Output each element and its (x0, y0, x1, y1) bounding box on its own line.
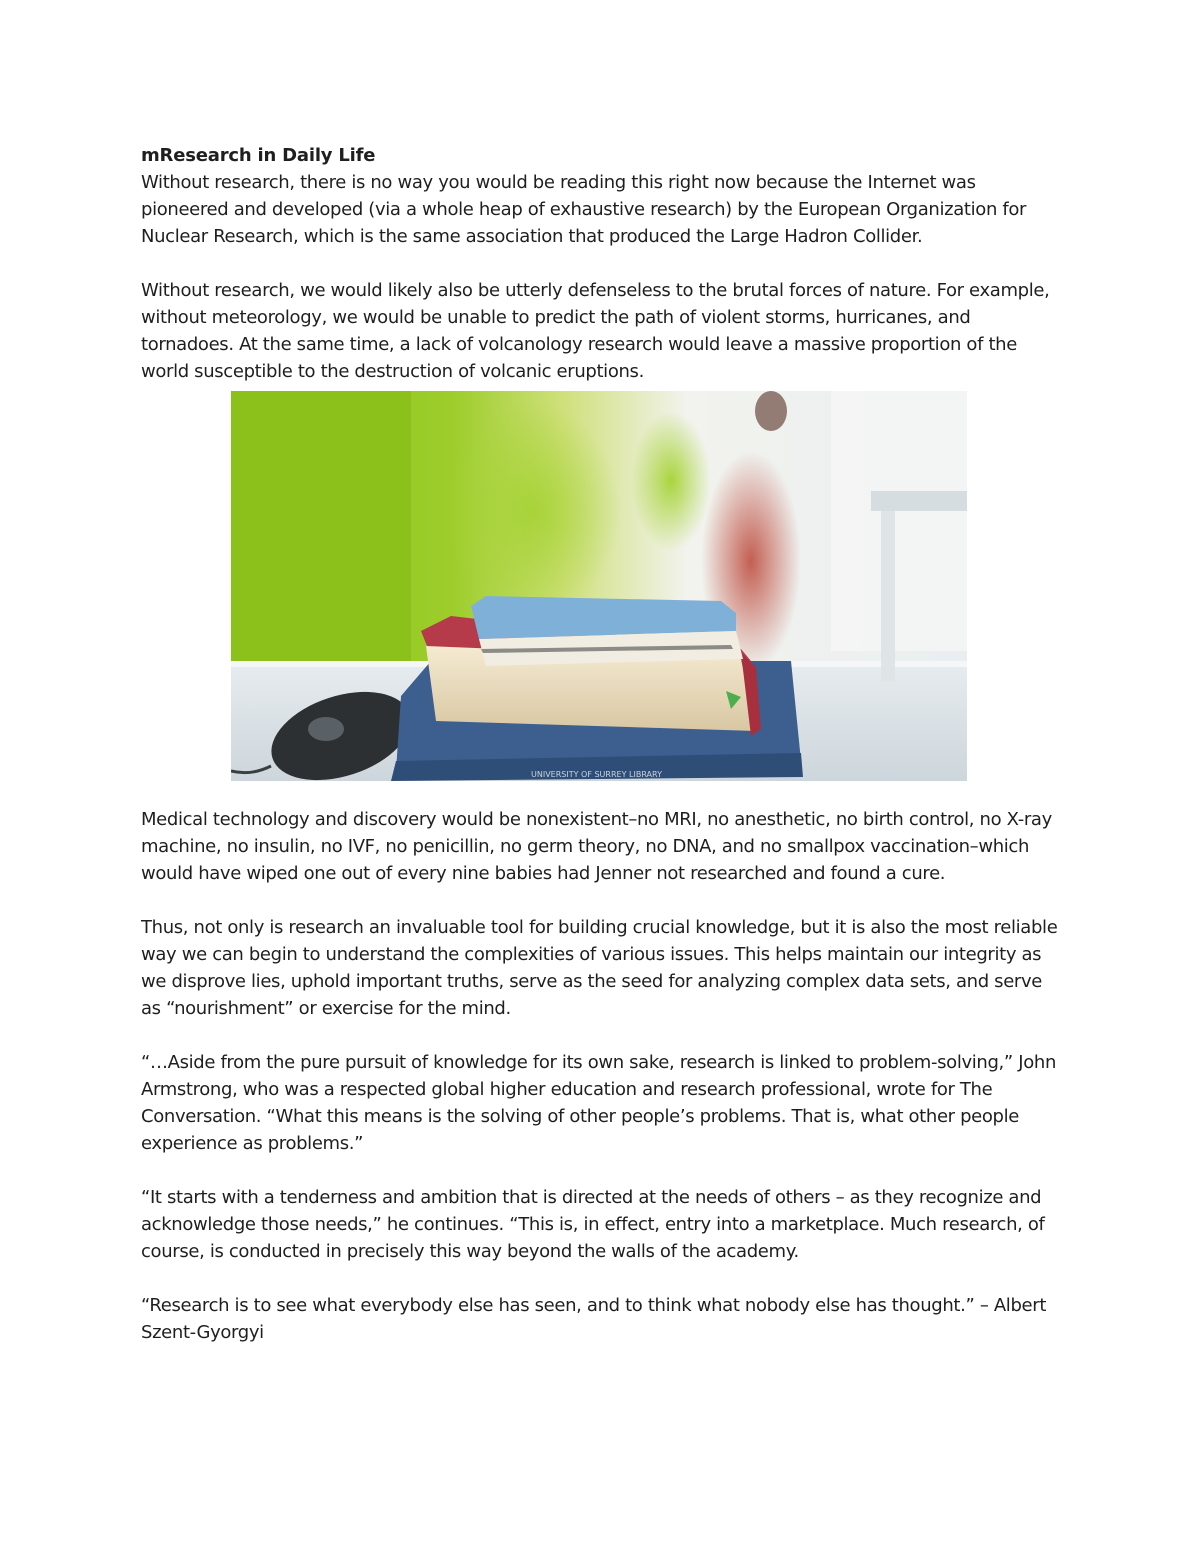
article-title: mResearch in Daily Life (141, 145, 376, 166)
document-page (141, 142, 1061, 1346)
book-spine-text: UNIVERSITY OF SURREY LIBRARY (531, 770, 662, 779)
paragraph-knowledge: Thus, not only is research an invaluable tool for building crucial knowledge, but it is also the most reliable way we can begin to understand the complexities of various issues. This helps maintain our integrity as we disprove lies, uphold important truths, serve as the seed for analyzing complex data sets, and serve as “nourishment” or exercise for the mind. (141, 917, 1058, 1019)
paragraph-nature: Without research, we would likely also be utterly defenseless to the brutal forces of nature. For example, without meteorology, we would be unable to predict the path of violent storms, hurricanes, and tornadoes. At the same time, a lack of volcanology research would leave a massive proportion of the world susceptible to the destruction of volcanic eruptions. (141, 280, 1050, 382)
photo-books-mouse-icon (231, 391, 967, 781)
paragraph-continues-quote: “It starts with a tenderness and ambition that is directed at the needs of others – as they recognize and acknowledge those needs,” he continues. “This is, in effect, entry into a marketplace. Much research, of course, is conducted in precisely this way beyond the walls of the academy. (141, 1187, 1045, 1262)
paragraph-internet: Without research, there is no way you would be reading this right now because the Internet was pioneered and developed (via a whole heap of exhaustive research) by the European Organization for Nuclear Research, which is the same association that produced the Large Hadron Collider. (141, 172, 1027, 247)
books-photo (231, 391, 967, 781)
paragraph-medical: Medical technology and discovery would be nonexistent–no MRI, no anesthetic, no birth control, no X-ray machine, no insulin, no IVF, no penicillin, no germ theory, no DNA, and no smallpox vaccination–which would have wiped one out of every nine babies had Jenner not researched and found a cure. (141, 809, 1052, 884)
paragraph-armstrong-quote: “…Aside from the pure pursuit of knowledge for its own sake, research is linked to problem-solving,” John Armstrong, who was a respected global higher education and research professional, wrote for The Conversation. “What this means is the solving of other people’s problems. That is, what other people experience as problems.” (141, 1052, 1057, 1154)
paragraph-szent-gyorgyi-quote: “Research is to see what everybody else has seen, and to think what nobody else has thought.” – Albert Szent-Gyorgyi (141, 1295, 1047, 1343)
